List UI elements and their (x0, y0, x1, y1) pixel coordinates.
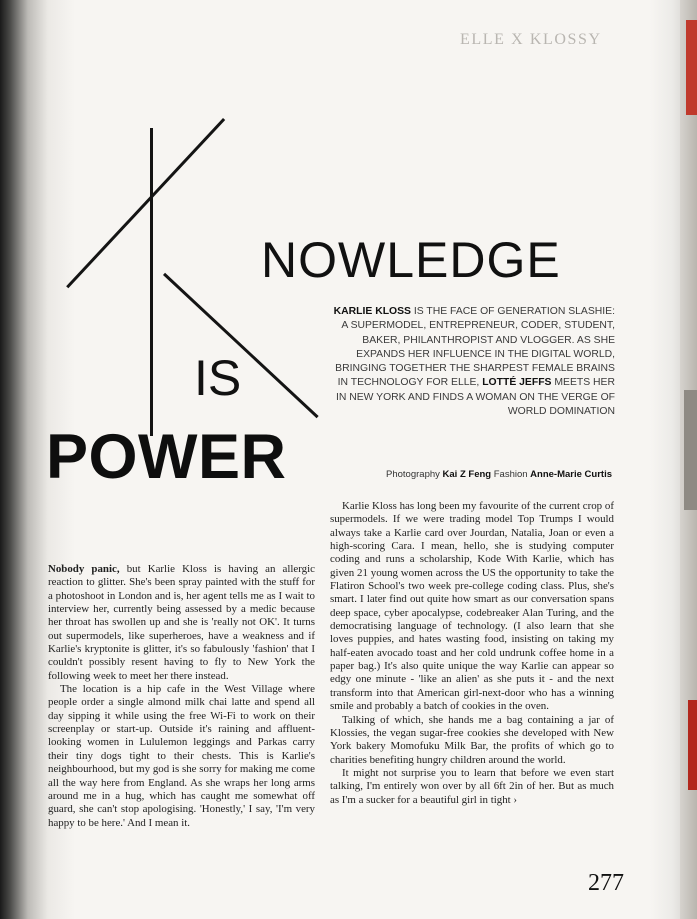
page-edge-color-mark (686, 20, 697, 115)
paragraph-text: but Karlie Kloss is having an allergic reaction to glitter. She's been spray painted with the stuff for a photoshoot in London and is, her agent tells me as I wait to interview her, currently being assessed by a medic because her throat has swollen up and she is 'really not OK'. It turns out supermodels, like superheroes, have a weakness and if Karlie's kryptonite is glitter, it's so fabulously 'fashion' that I couldn't possibly resent having to fly to New York the following week to meet her there instead. (48, 563, 315, 682)
credits-photographer: Kai Z Feng (442, 469, 492, 480)
k-upper-arm-stroke (66, 118, 225, 288)
standfirst-text-end: MEETS HER IN NEW YORK AND FINDS A WOMAN ON THE VERGE OF WORLD DOMINATION (335, 377, 615, 418)
standfirst-name-writer: LOTTÉ JEFFS (482, 377, 552, 389)
section-header: ELLE X KLOSSY (460, 31, 602, 48)
standfirst (325, 305, 615, 419)
body-paragraph: It might not surprise you to learn that before we even start talking, I'm entirely won over by all 6ft 2in of her. But as much as I'm a sucker for a beautiful girl in tight › (330, 766, 614, 806)
title-nowledge: NOWLEDGE (261, 232, 561, 288)
body-paragraph (48, 563, 315, 683)
credits-line (300, 469, 612, 480)
page-edge-color-mark (684, 390, 697, 510)
standfirst-name-subject: KARLIE KLOSS (333, 306, 411, 317)
credits-stylist: Anne-Marie Curtis (530, 469, 612, 480)
body-paragraph: The location is a hip cafe in the West Village where people order a single almond milk chai latte and spend all day sipping it while using the free Wi-Fi to work on their screenplay or start-up. Outside it's raining and affluent-looking women in Lululemon leggings and Parkas carry their tiny dogs tight to their chests. This is Karlie's neighbourhood, but my god is she sorry for making me come all the way here from England. As she wraps her long arms around me in a hug, which has caught me somewhat off guard, she can't stop apologising. 'Honestly,' I say, 'I'm very happy to be here.' And I mean it. (48, 683, 315, 829)
standfirst-text: IS THE FACE OF GENERATION SLASHIE: A SUPERMODEL, ENTREPRENEUR, CODER, STUDENT, BAKER, PHILANTHROPIST AND VLOGGER. AS SHE EXPANDS HER INFLUENCE IN THE DIGITAL WORLD, BRINGING TOGETHER THE SHARPEST FEMALE BRAINS IN TECHNOLOGY FOR ELLE, (335, 306, 615, 389)
page-edge-color-mark (688, 700, 697, 790)
lead-in: Nobody panic, (48, 563, 120, 575)
title-power: POWER (46, 422, 287, 492)
page-number: 277 (588, 870, 624, 896)
k-vertical-stroke (150, 128, 153, 436)
title-is: IS (194, 350, 242, 406)
credits-fashion-label: Fashion (491, 469, 531, 480)
body-column-left (48, 563, 315, 830)
body-column-right (330, 500, 614, 807)
body-paragraph: Karlie Kloss has long been my favourite of the current crop of supermodels. If we were trading model Top Trumps I would always take a Karlie card over Jourdan, Natalia, Joan or even a high-scoring Cara. I mean, hello, she is studying computer coding and runs a scholarship, Kode With Karlie, which has given 21 young women across the US the opportunity to take the Flatiron School's two week pre-college coding class. Plus, she's smart. I later find out quite how smart as our conversation spans deep space, cyber apocalypse, codebreaker Alan Turing, and the democratising language of technology. (I also learn that she loves puppies, and hates wasting food, insisting on taking my half-eaten avocado toast and her cold undrunk coffee home in a paper bag.) It's also quite unique the way Karlie can appear so edgy one minute - 'like an alien' as she puts it - and the next transform into that American girl-next-door who has a winning smile and probably a batch of cookies in the oven. (330, 500, 614, 713)
credits-photo-label: Photography (386, 469, 443, 480)
body-paragraph: Talking of which, she hands me a bag containing a jar of Klossies, the vegan sugar-free cookies she developed with New York bakery Momofuku Milk Bar, the profits of which go to charities benefiting hungry children around the world. (330, 713, 614, 766)
